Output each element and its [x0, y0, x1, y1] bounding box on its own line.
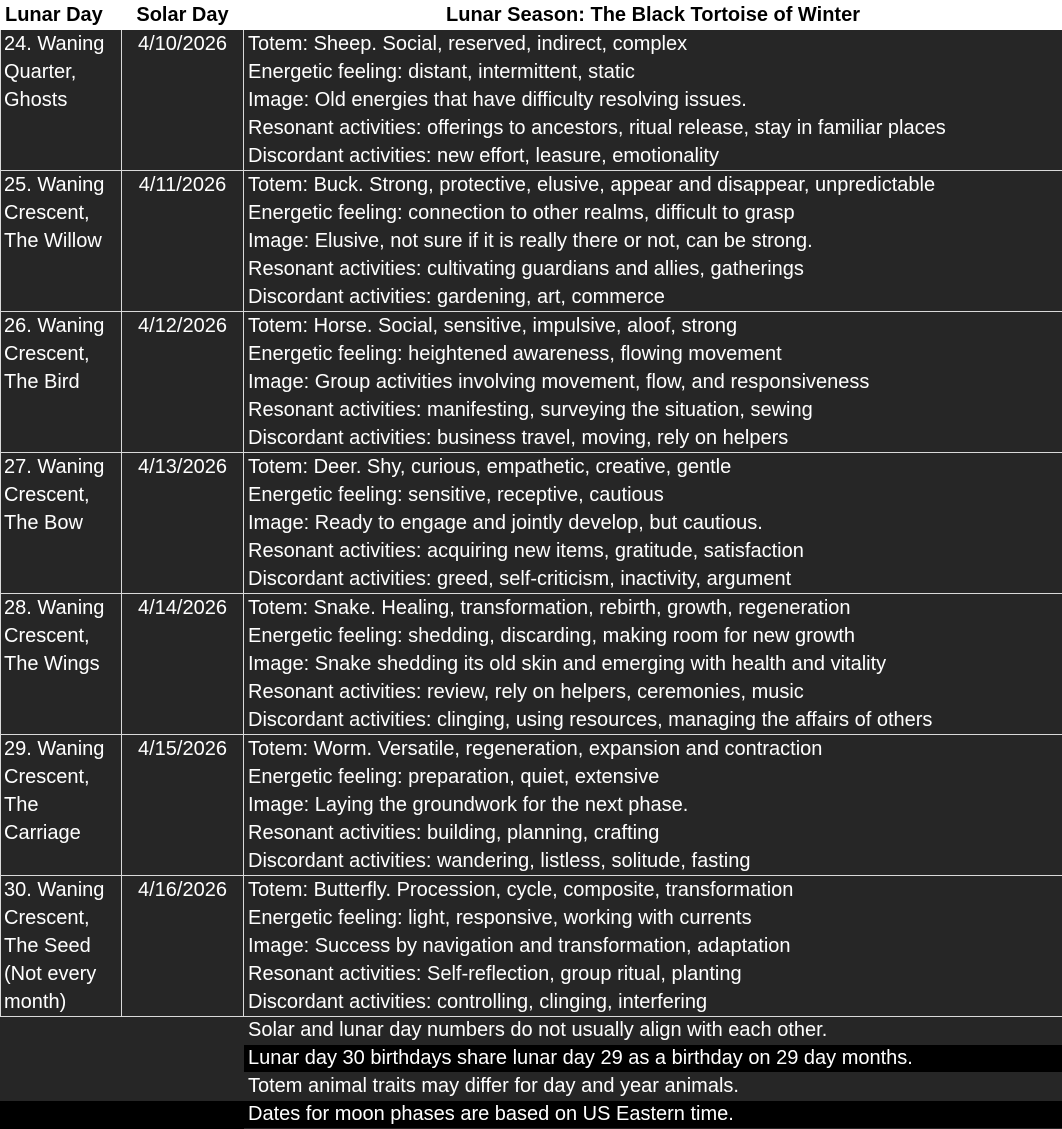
table-row [1, 735, 1062, 876]
note-row [1, 1045, 1062, 1073]
header-season: Lunar Season: The Black Tortoise of Winter [244, 1, 1062, 30]
lunar-day-line: Ghosts [4, 86, 121, 114]
energetic-line: Energetic feeling: distant, intermittent, static [248, 58, 1062, 86]
lunar-day-cell [1, 735, 122, 876]
table-row [1, 453, 1062, 594]
note-blank-cell [1, 1045, 122, 1073]
lunar-day-line: Crescent, [4, 763, 121, 791]
discordant-line: Discordant activities: controlling, clinging, interfering [248, 988, 1062, 1016]
discordant-line: Discordant activities: greed, self-criticism, inactivity, argument [248, 565, 1062, 593]
energetic-line: Energetic feeling: light, responsive, working with currents [248, 904, 1062, 932]
lunar-day-cell [1, 312, 122, 453]
lunar-day-cell [1, 453, 122, 594]
header-lunar-day: Lunar Day [1, 1, 122, 30]
note-blank-cell [122, 1073, 244, 1101]
discordant-line: Discordant activities: gardening, art, commerce [248, 283, 1062, 311]
image-line: Image: Old energies that have difficulty resolving issues. [248, 86, 1062, 114]
discordant-line: Discordant activities: clinging, using resources, managing the affairs of others [248, 706, 1062, 734]
solar-day-cell: 4/16/2026 [122, 876, 244, 1017]
lunar-day-line: The Seed [4, 932, 121, 960]
image-line: Image: Ready to engage and jointly develop, but cautious. [248, 509, 1062, 537]
table-row [1, 312, 1062, 453]
totem-line: Totem: Butterfly. Procession, cycle, composite, transformation [248, 876, 1062, 904]
note-blank-cell [1, 1073, 122, 1101]
lunar-day-line: Crescent, [4, 481, 121, 509]
image-line: Image: Elusive, not sure if it is really there or not, can be strong. [248, 227, 1062, 255]
resonant-line: Resonant activities: offerings to ancestors, ritual release, stay in familiar places [248, 114, 1062, 142]
energetic-line: Energetic feeling: sensitive, receptive, cautious [248, 481, 1062, 509]
description-cell [244, 876, 1062, 1017]
description-cell [244, 594, 1062, 735]
discordant-line: Discordant activities: wandering, listless, solitude, fasting [248, 847, 1062, 875]
header-row [1, 1, 1062, 30]
energetic-line: Energetic feeling: heightened awareness, flowing movement [248, 340, 1062, 368]
lunar-day-cell [1, 30, 122, 171]
lunar-day-line: 27. Waning [4, 453, 121, 481]
totem-line: Totem: Horse. Social, sensitive, impulsive, aloof, strong [248, 312, 1062, 340]
lunar-day-cell [1, 171, 122, 312]
lunar-day-line: The Wings [4, 650, 121, 678]
lunar-day-line: 28. Waning [4, 594, 121, 622]
note-text: Totem animal traits may differ for day and year animals. [244, 1073, 1062, 1101]
resonant-line: Resonant activities: building, planning, crafting [248, 819, 1062, 847]
lunar-day-line: Quarter, [4, 58, 121, 86]
lunar-day-line: Crescent, [4, 622, 121, 650]
table-row [1, 876, 1062, 1017]
solar-day-cell: 4/10/2026 [122, 30, 244, 171]
solar-day-cell: 4/11/2026 [122, 171, 244, 312]
note-row [1, 1017, 1062, 1045]
image-line: Image: Laying the groundwork for the next phase. [248, 791, 1062, 819]
note-row [1, 1101, 1062, 1129]
lunar-day-cell [1, 876, 122, 1017]
discordant-line: Discordant activities: business travel, moving, rely on helpers [248, 424, 1062, 452]
lunar-day-line: Carriage [4, 819, 121, 847]
solar-day-cell: 4/14/2026 [122, 594, 244, 735]
totem-line: Totem: Snake. Healing, transformation, rebirth, growth, regeneration [248, 594, 1062, 622]
energetic-line: Energetic feeling: preparation, quiet, extensive [248, 763, 1062, 791]
lunar-day-line: The Bow [4, 509, 121, 537]
description-cell [244, 453, 1062, 594]
note-text: Dates for moon phases are based on US Eastern time. [244, 1101, 1062, 1129]
lunar-day-line: Crescent, [4, 904, 121, 932]
table-row [1, 171, 1062, 312]
lunar-day-line: (Not every [4, 960, 121, 988]
note-blank-cell [122, 1045, 244, 1073]
resonant-line: Resonant activities: cultivating guardians and allies, gatherings [248, 255, 1062, 283]
resonant-line: Resonant activities: review, rely on helpers, ceremonies, music [248, 678, 1062, 706]
lunar-day-cell [1, 594, 122, 735]
note-row [1, 1073, 1062, 1101]
lunar-day-line: 25. Waning [4, 171, 121, 199]
note-blank-cell [122, 1101, 244, 1129]
lunar-day-line: 26. Waning [4, 312, 121, 340]
note-text: Solar and lunar day numbers do not usually align with each other. [244, 1017, 1062, 1045]
energetic-line: Energetic feeling: shedding, discarding, making room for new growth [248, 622, 1062, 650]
header-solar-day: Solar Day [122, 1, 244, 30]
solar-day-cell: 4/13/2026 [122, 453, 244, 594]
image-line: Image: Snake shedding its old skin and emerging with health and vitality [248, 650, 1062, 678]
lunar-day-line: 29. Waning [4, 735, 121, 763]
table-row [1, 30, 1062, 171]
totem-line: Totem: Worm. Versatile, regeneration, expansion and contraction [248, 735, 1062, 763]
description-cell [244, 312, 1062, 453]
energetic-line: Energetic feeling: connection to other realms, difficult to grasp [248, 199, 1062, 227]
lunar-day-line: Crescent, [4, 340, 121, 368]
lunar-day-line: The [4, 791, 121, 819]
lunar-day-line: The Bird [4, 368, 121, 396]
resonant-line: Resonant activities: manifesting, surveying the situation, sewing [248, 396, 1062, 424]
totem-line: Totem: Sheep. Social, reserved, indirect, complex [248, 30, 1062, 58]
note-blank-cell [1, 1101, 122, 1129]
image-line: Image: Group activities involving movement, flow, and responsiveness [248, 368, 1062, 396]
solar-day-cell: 4/12/2026 [122, 312, 244, 453]
totem-line: Totem: Deer. Shy, curious, empathetic, creative, gentle [248, 453, 1062, 481]
lunar-day-line: 30. Waning [4, 876, 121, 904]
description-cell [244, 30, 1062, 171]
note-text: Lunar day 30 birthdays share lunar day 29 as a birthday on 29 day months. [244, 1045, 1062, 1073]
lunar-day-line: 24. Waning [4, 30, 121, 58]
note-blank-cell [122, 1017, 244, 1045]
lunar-day-line: The Willow [4, 227, 121, 255]
resonant-line: Resonant activities: acquiring new items, gratitude, satisfaction [248, 537, 1062, 565]
note-blank-cell [1, 1017, 122, 1045]
lunar-day-line: month) [4, 988, 121, 1016]
solar-day-cell: 4/15/2026 [122, 735, 244, 876]
resonant-line: Resonant activities: Self-reflection, group ritual, planting [248, 960, 1062, 988]
totem-line: Totem: Buck. Strong, protective, elusive, appear and disappear, unpredictable [248, 171, 1062, 199]
lunar-day-line: Crescent, [4, 199, 121, 227]
description-cell [244, 735, 1062, 876]
image-line: Image: Success by navigation and transformation, adaptation [248, 932, 1062, 960]
description-cell [244, 171, 1062, 312]
table-row [1, 594, 1062, 735]
discordant-line: Discordant activities: new effort, leasure, emotionality [248, 142, 1062, 170]
